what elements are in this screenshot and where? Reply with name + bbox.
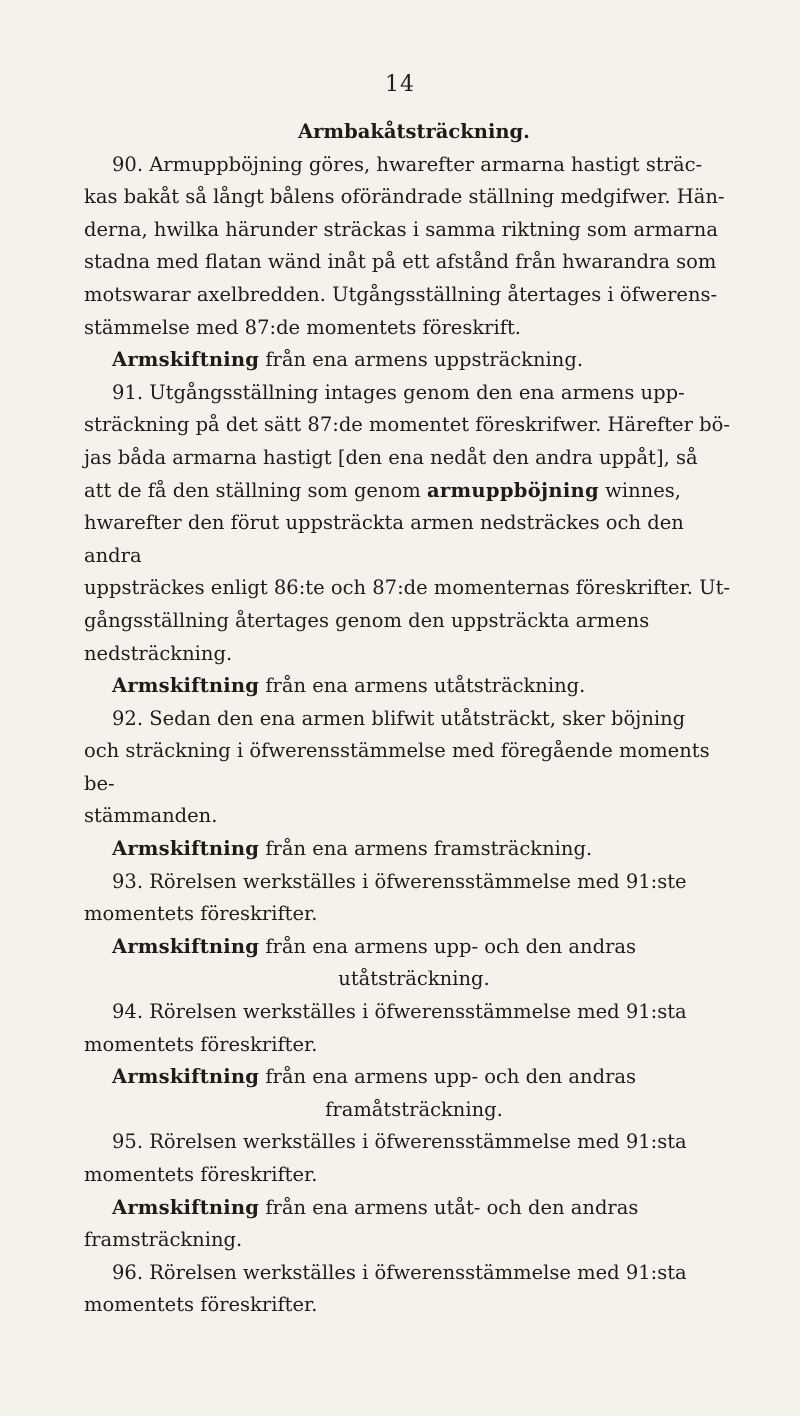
line: sträckning på det sätt 87:de momentet föreskrifwer. Härefter bö- xyxy=(84,413,730,437)
line: hwarefter den förut uppsträckta armen nedsträckes och den andra xyxy=(84,511,684,567)
line: 93. Rörelsen werkställes i öfwerensstämmelse med 91:ste xyxy=(112,869,687,893)
subheading xyxy=(84,833,744,866)
line: 96. Rörelsen werkställes i öfwerensstämmelse med 91:sta xyxy=(112,1260,687,1284)
line: stämmanden. xyxy=(84,804,218,828)
subheading-rest: från ena armens framsträckning. xyxy=(259,837,593,861)
line: momentets föreskrifter. xyxy=(84,1293,318,1317)
subheading xyxy=(84,1192,744,1257)
line: derna, hwilka härunder sträckas i samma riktning som armarna xyxy=(84,217,718,241)
subheading-rest: från ena armens upp- och den andras xyxy=(259,1065,637,1089)
line: motswarar axelbredden. Utgångsställning återtages i öfwerens- xyxy=(84,282,718,306)
subheading-bold: Armskiftning xyxy=(112,1195,260,1219)
line: 95. Rörelsen werkställes i öfwerensstämmelse med 91:sta xyxy=(112,1130,687,1154)
subheading-rest: från ena armens uppsträckning. xyxy=(259,348,584,372)
line: uppsträckes enligt 86:te och 87:de momenternas föreskrifter. Ut- xyxy=(84,576,731,600)
section-title: Armbakåtsträckning. xyxy=(298,120,530,143)
line: 90. Armuppböjning göres, hwarefter armarna hastigt sträc- xyxy=(112,152,703,176)
emphasis-term: armuppböjning xyxy=(426,478,599,502)
subheading-bold: Armskiftning xyxy=(112,1065,260,1089)
subheading-bold: Armskiftning xyxy=(112,934,260,958)
line: 91. Utgångsställning intages genom den ena armens upp- xyxy=(112,380,685,404)
subheading-rest: från ena armens utåt- och den andras framsträckning. xyxy=(84,1195,639,1252)
line-part: att de få den ställning som genom xyxy=(84,478,427,502)
paragraph-90 xyxy=(84,149,744,345)
line: gångsställning återtages genom den uppsträckta armens nedsträckning. xyxy=(84,608,650,665)
subheading-rest: från ena armens upp- och den andras xyxy=(259,934,637,958)
line-part: winnes, xyxy=(598,478,681,502)
line: jas båda armarna hastigt [den ena nedåt den andra uppåt], så xyxy=(84,445,698,469)
line: momentets föreskrifter. xyxy=(84,1032,318,1056)
line: och sträckning i öfwerensstämmelse med föregående moments be- xyxy=(84,739,710,795)
subheading-bold: Armskiftning xyxy=(112,348,260,372)
subheading-bold: Armskiftning xyxy=(112,674,260,698)
line: stämmelse med 87:de momentets föreskrift. xyxy=(84,315,521,339)
line xyxy=(84,475,744,508)
subheading xyxy=(84,1061,744,1094)
subheading-continuation: utåtsträckning. xyxy=(338,967,490,991)
subheading-bold: Armskiftning xyxy=(112,837,260,861)
line: kas bakåt så långt bålens oförändrade ställning medgifwer. Hän- xyxy=(84,185,725,209)
line: momentets föreskrifter. xyxy=(84,1163,318,1186)
subheading-continuation: framåtsträckning. xyxy=(325,1097,503,1121)
line: momentets föreskrifter. xyxy=(84,902,318,926)
line: 92. Sedan den ena armen blifwit utåtsträckt, sker böjning xyxy=(112,706,686,730)
subheading xyxy=(84,344,744,377)
page-number: 14 xyxy=(385,72,415,97)
subheading-rest: från ena armens utåtsträckning. xyxy=(259,674,586,698)
subheading xyxy=(84,931,744,964)
line: 94. Rörelsen werkställes i öfwerensstämmelse med 91:sta xyxy=(112,1000,687,1024)
line: stadna med flatan wänd inåt på ett afstånd från hwarandra som xyxy=(84,250,717,274)
body-text xyxy=(84,116,744,1322)
subheading xyxy=(84,670,744,703)
